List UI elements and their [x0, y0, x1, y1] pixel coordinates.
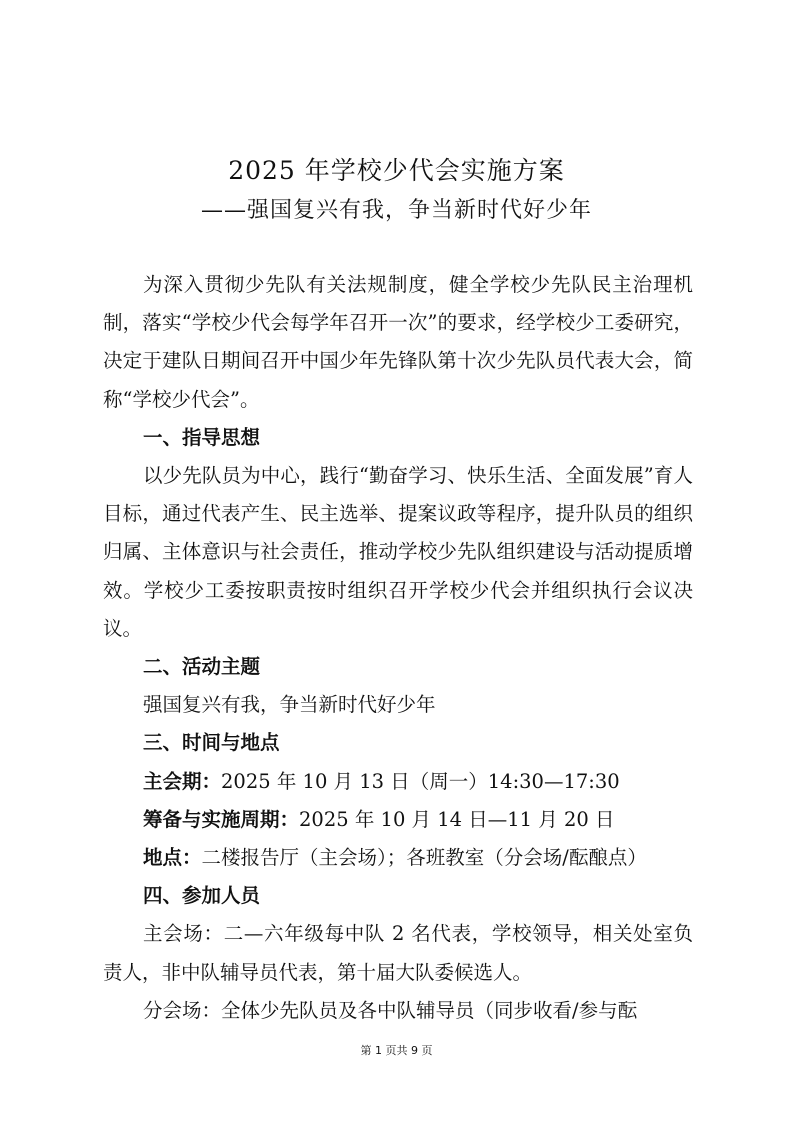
section-heading-time-place: 三、时间与地点: [143, 731, 280, 755]
prep-period-label: 筹备与实施周期：: [143, 807, 300, 831]
prep-period-value: 2025 年 10 月 14 日—11 月 20 日: [299, 807, 615, 831]
place-line: [103, 839, 693, 877]
participants-branch-paragraph: 分会场：全体少先队员及各中队辅导员（同步收看/参与酝: [143, 998, 638, 1022]
main-session-value: 2025 年 10 月 13 日（周一）14:30—17:30: [221, 769, 620, 793]
prep-period-line: [103, 801, 693, 839]
theme-paragraph: 强国复兴有我，争当新时代好少年: [143, 693, 436, 717]
section-heading-guiding-ideology: 一、指导思想: [143, 425, 261, 449]
document-title: 2025 年学校少代会实施方案: [228, 156, 565, 185]
page-footer: 第 1 页共 9 页: [360, 1044, 433, 1057]
place-label: 地点：: [143, 846, 202, 870]
section-heading-participants: 四、参加人员: [143, 884, 261, 908]
document-subtitle: ——强国复兴有我，争当新时代好少年: [200, 198, 592, 223]
main-session-label: 主会期：: [143, 769, 222, 793]
main-session-line: [103, 763, 693, 801]
participants-main-paragraph: 主会场：二—六年级每中队 2 名代表，学校领导，相关处室负责人，非中队辅导员代表，第十届大队委候选人。: [103, 922, 693, 984]
intro-paragraph: 为深入贯彻少先队有关法规制度，健全学校少先队民主治理机制，落实“学校少代会每学年召开一次”的要求，经学校少工委研究，决定于建队日期间召开中国少年先锋队第十次少先队员代表大会，简称“学校少代会”。: [103, 273, 693, 411]
section-heading-theme: 二、活动主题: [143, 655, 261, 679]
place-value: 二楼报告厅（主会场）；各班教室（分会场/酝酿点）: [201, 846, 647, 870]
guiding-ideology-paragraph: 以少先队员为中心，践行“勤奋学习、快乐生活、全面发展”育人目标，通过代表产生、民主选举、提案议政等程序，提升队员的组织归属、主体意识与社会责任，推动学校少先队组织建设与活动提质增效。学校少工委按职责按时组织召开学校少代会并组织执行会议决议。: [103, 464, 693, 640]
document-body: [103, 266, 693, 1030]
